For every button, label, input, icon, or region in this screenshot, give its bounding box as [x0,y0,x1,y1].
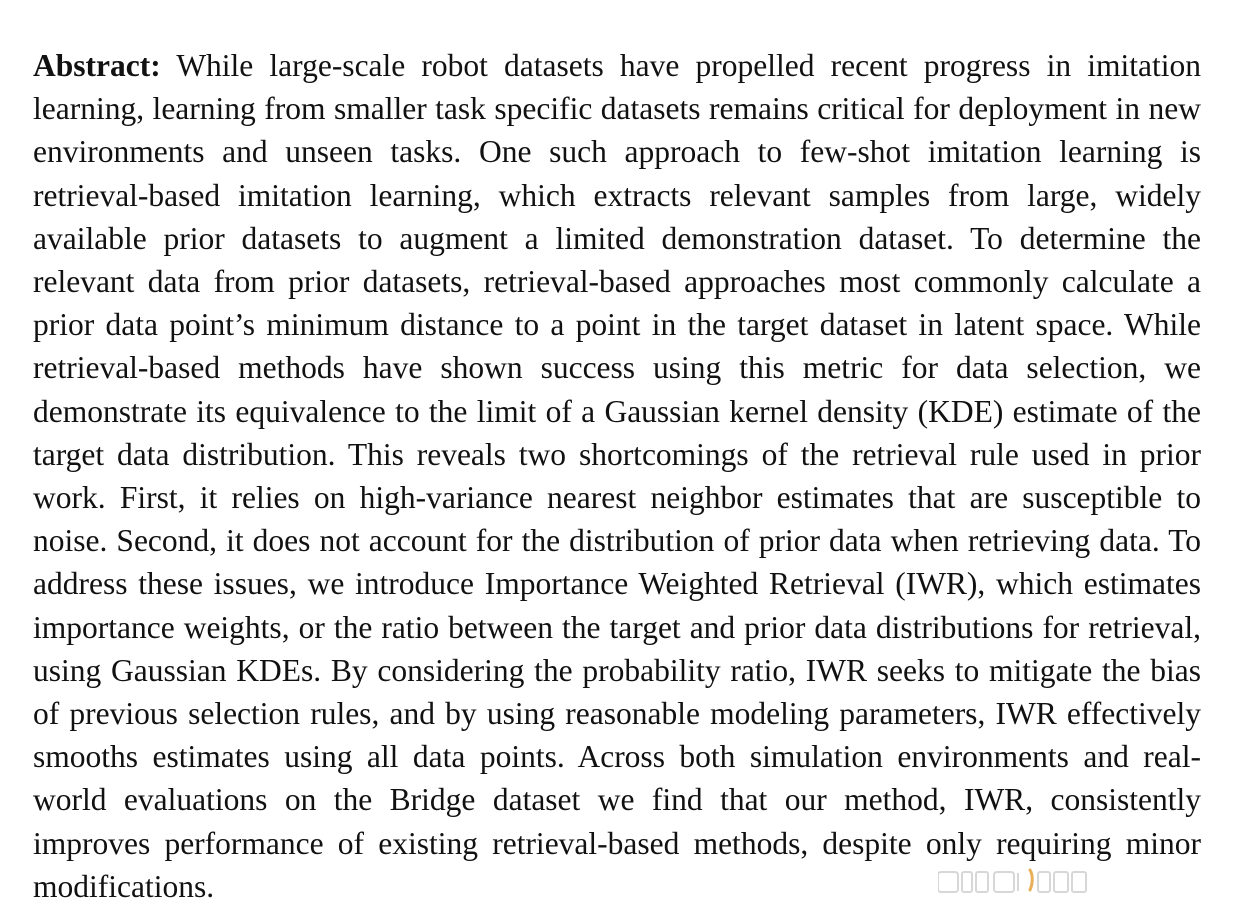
abstract-paragraph [33,44,1201,908]
watermark-logo [938,866,1088,896]
paper-page [33,44,1201,908]
abstract-text: While large-scale robot datasets have propelled recent progress in imitation learning, learning from smaller task specific datasets remains critical for deployment in new environments and unseen tasks. One such approach to few-shot imitation learning is retrieval-based imitation learning, which extracts relevant samples from large, widely available prior datasets to augment a limited demonstration dataset. To determine the relevant data from prior datasets, retrieval-based approaches most commonly calculate a prior data point’s minimum distance to a point in the target dataset in latent space. While retrieval-based methods have shown success using this metric for data selection, we demonstrate its equivalence to the limit of a Gaussian kernel density (KDE) estimate of the target data distribution. This reveals two shortcomings of the retrieval rule used in prior work. First, it relies on high-variance nearest neighbor estimates that are susceptible to noise. Second, it does not account for the distribution of prior data when retrieving data. To address these issues, we introduce Importance Weighted Retrieval (IWR), which estimates importance weights, or the ratio between the target and prior data distributions for retrieval, using Gaussian KDEs. By considering the probability ratio, IWR seeks to mitigate the bias of previous selection rules, and by using reasonable modeling parameters, IWR effectively smooths estimates using all data points. Across both simulation environments and real-world evaluations on the Bridge dataset we find that our method, IWR, consistently improves performance of existing retrieval-based methods, despite only requiring minor modifications. [33,48,1202,904]
abstract-label: Abstract: [33,48,161,83]
watermark-accent-stroke [1030,870,1032,890]
watermark-logo-icon [938,866,1088,896]
